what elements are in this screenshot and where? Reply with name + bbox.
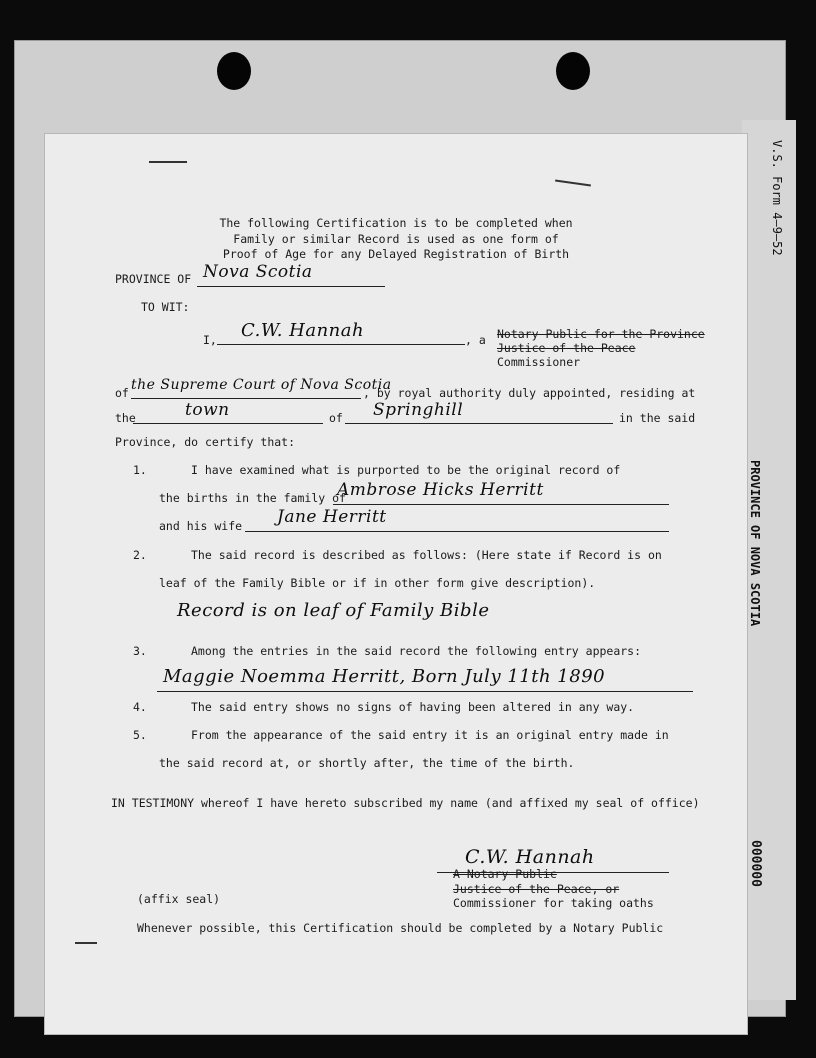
sig-title-commissioner: Commissioner for taking oaths — [453, 896, 654, 910]
affix-seal: (affix seal) — [137, 892, 221, 906]
side-strip — [742, 120, 796, 1000]
heading-line-2: Family or similar Record is used as one form of — [233, 232, 559, 246]
item-4-number: 4. — [133, 700, 147, 714]
signature: C.W. Hannah — [465, 846, 595, 868]
item-2-text-cont: leaf of the Family Bible or if in other form give description). — [159, 576, 596, 590]
residence-place: Springhill — [373, 400, 464, 420]
heading-line-3: Proof of Age for any Delayed Registration of Birth — [222, 247, 570, 261]
court-prefix: of — [115, 386, 129, 400]
family-name: Ambrose Hicks Herritt — [337, 480, 544, 500]
item-1-family-label: the births in the family of — [159, 491, 346, 505]
birth-entry: Maggie Noemma Herritt, Born July 11th 1890 — [163, 666, 606, 687]
title-commissioner: Commissioner — [497, 355, 581, 369]
punch-hole-left — [217, 52, 251, 90]
item-1-text: I have examined what is purported to be the original record of — [191, 463, 621, 477]
side-number: 000000 — [748, 840, 763, 887]
residence-type: town — [185, 400, 230, 420]
wife-name-line — [245, 531, 669, 532]
side-province-label: PROVINCE OF NOVA SCOTIA — [748, 460, 762, 627]
residence-type-line — [133, 423, 323, 424]
item-3-number: 3. — [133, 644, 147, 658]
certifier-suffix: , a — [465, 333, 486, 347]
margin-mark — [149, 161, 187, 163]
record-description: Record is on leaf of Family Bible — [177, 600, 490, 621]
title-justice: Justice of the Peace — [497, 341, 636, 355]
certify-text: Province, do certify that: — [115, 435, 296, 449]
certification-page — [44, 133, 748, 1035]
heading-line-1: The following Certification is to be completed when — [219, 216, 573, 230]
punch-hole-right — [556, 52, 590, 90]
sig-title-justice: Justice of the Peace, or — [453, 882, 620, 896]
court-suffix: , by royal authority duly appointed, residing at — [363, 386, 696, 400]
to-wit: TO WIT: — [141, 300, 190, 314]
certifier-prefix: I, — [203, 333, 217, 347]
family-name-line — [333, 504, 669, 505]
residence-suffix: in the said — [619, 411, 696, 425]
wife-label: and his wife — [159, 519, 243, 533]
footer-note: Whenever possible, this Certification should be completed by a Notary Public — [137, 921, 664, 935]
item-5-text: From the appearance of the said entry it is an original entry made in — [191, 728, 669, 742]
item-2-text: The said record is described as follows: (Here state if Record is on — [191, 548, 662, 562]
residence-place-line — [345, 423, 613, 424]
item-5-number: 5. — [133, 728, 147, 742]
certifier-name: C.W. Hannah — [241, 320, 365, 341]
birth-entry-line — [157, 691, 693, 692]
item-1-number: 1. — [133, 463, 147, 477]
residence-prefix: the — [115, 411, 136, 425]
province-line — [197, 286, 385, 287]
province-value: Nova Scotia — [203, 262, 313, 282]
item-4-text: The said entry shows no signs of having been altered in any way. — [191, 700, 635, 714]
item-3-text: Among the entries in the said record the following entry appears: — [191, 644, 642, 658]
court-value: the Supreme Court of Nova Scotia — [131, 377, 392, 393]
title-notary: Notary Public for the Province — [497, 327, 705, 341]
item-5-text-cont: the said record at, or shortly after, the time of the birth. — [159, 756, 575, 770]
court-line — [131, 398, 361, 399]
sig-title-notary: A Notary Public — [453, 867, 557, 881]
item-2-number: 2. — [133, 548, 147, 562]
province-label: PROVINCE OF — [115, 272, 192, 286]
margin-mark — [555, 180, 591, 187]
side-form-label: V.S. Form 4—9—52 — [770, 140, 784, 256]
margin-mark — [75, 942, 97, 944]
residence-of: of — [329, 411, 343, 425]
testimony-text: IN TESTIMONY whereof I have hereto subscribed my name (and affixed my seal of office) — [111, 796, 700, 810]
wife-name: Jane Herritt — [277, 507, 387, 527]
certifier-line — [217, 344, 465, 345]
